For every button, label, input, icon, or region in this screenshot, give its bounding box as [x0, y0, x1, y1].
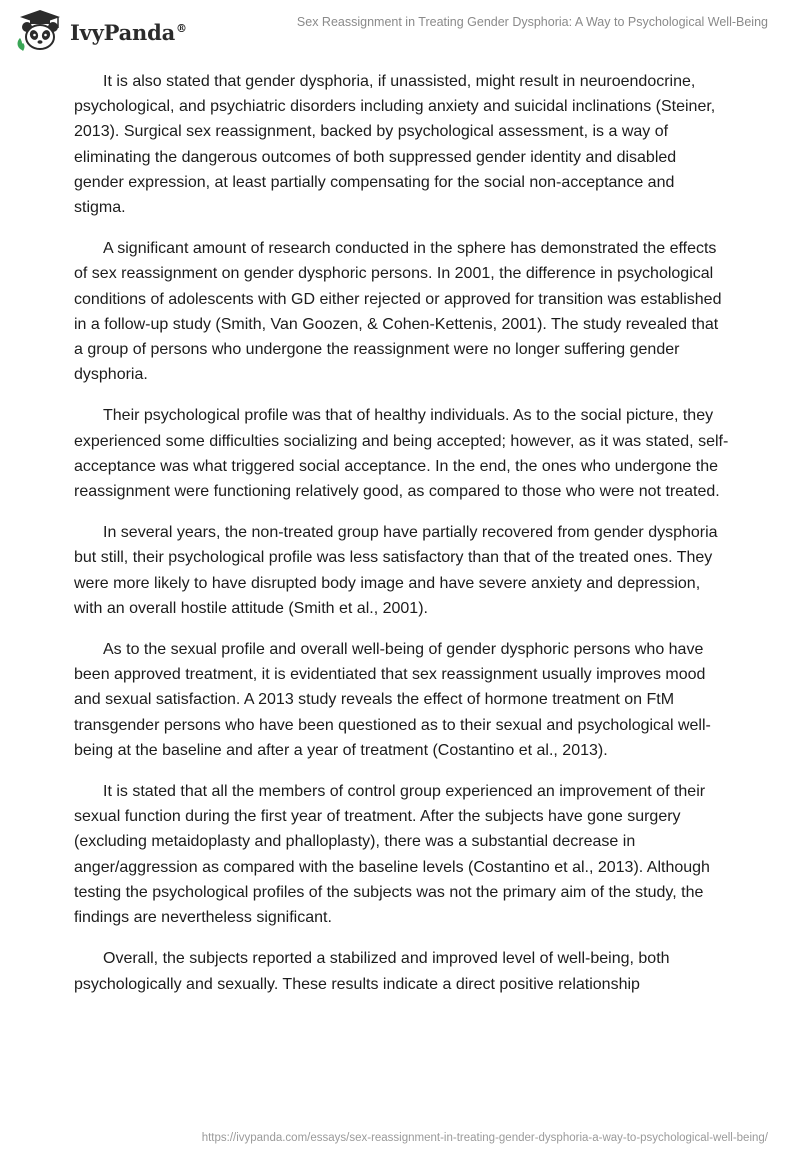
- paragraph: Overall, the subjects reported a stabilized and improved level of well-being, both psychologically and sexually. These results indicate a direct positive relationship: [74, 950, 670, 993]
- ivypanda-logo[interactable]: [14, 8, 187, 52]
- paragraph: As to the sexual profile and overall well-being of gender dysphoric persons who have been approved treatment, it is evidentiated that sex reassignment usually improves mood and sexual satisfaction. A 2013 study reveals the effect of hormone treatment on FtM transgender persons who have been questioned as to their sexual and psychological well-being at the baseline and after a year of treatment (Costantino et al., 2013).: [74, 641, 711, 759]
- registered-mark: ®: [176, 21, 187, 35]
- paragraph: It is also stated that gender dysphoria, if unassisted, might result in neuroendocrine, psychological, and psychiatric disorders including anxiety and suicidal inclinations (Steiner, 2013). Surgical sex reassignment, backed by psychological assessment, is a way of eliminating the dangerous outcomes of both suppressed gender identity and disabled gender expression, at least partially compensating for the social non-acceptance and stigma.: [74, 73, 716, 217]
- essay-body: [74, 69, 729, 1013]
- logo-text: IvyPanda®: [70, 19, 187, 45]
- document-title: Sex Reassignment in Treating Gender Dysphoria: A Way to Psychological Well-Being: [296, 15, 768, 29]
- paragraph: In several years, the non-treated group have partially recovered from gender dysphoria but still, their psychological profile was less satisfactory than that of the treated ones. They were more likely to have disrupted body image and have severe anxiety and depression, with an overall hostile attitude (Smith et al., 2001).: [74, 524, 718, 617]
- paragraph: A significant amount of research conducted in the sphere has demonstrated the effects of sex reassignment on gender dysphoric persons. In 2001, the difference in psychological conditions of adolescents with GD either rejected or approved for transition was established in a follow-up study (Smith, Van Goozen, & Cohen-Kettenis, 2001). The study revealed that a group of persons who undergone the reassignment were no longer suffering gender dysphoria.: [74, 240, 722, 384]
- panda-graduate-icon: [14, 8, 66, 52]
- paragraph: Their psychological profile was that of healthy individuals. As to the social picture, they experienced some difficulties socializing and being accepted; however, as it was stated, self-acceptance was what triggered social acceptance. In the end, the ones who undergone the reassignment were functioning relatively good, as compared to those who were not treated.: [74, 407, 729, 501]
- source-url-link[interactable]: https://ivypanda.com/essays/sex-reassignment-in-treating-gender-dysphoria-a-way-to-psychological-well-being/: [201, 1132, 768, 1144]
- page-header: [0, 0, 800, 60]
- paragraph: It is stated that all the members of control group experienced an improvement of their sexual function during the first year of treatment. After the subjects have gone surgery (excluding metaidoplasty and phalloplasty), there was a substantial decrease in anger/aggression as compared with the baseline levels (Costantino et al., 2013). Although testing the psychological profiles of the subjects was not the primary aim of the study, the findings are nevertheless significant.: [74, 783, 710, 927]
